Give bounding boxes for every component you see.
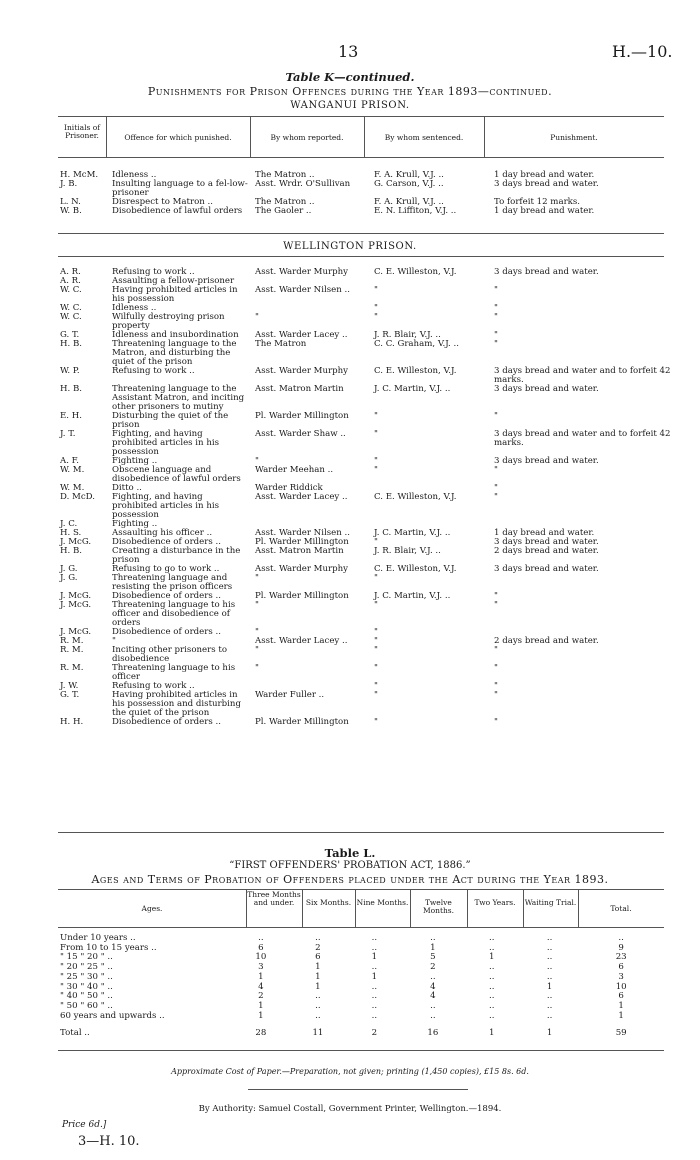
page-number: 13 [338, 42, 359, 61]
sentenced-by-cell: C. E. Willeston, V.J. [374, 564, 457, 574]
sentenced-by-cell: F. A. Krull, V.J. .. [374, 170, 444, 180]
l-header-ages: Ages. [141, 904, 163, 913]
initials-cell: W. M. [60, 483, 85, 493]
punishment-cell: " [494, 465, 498, 475]
table-row [58, 953, 664, 963]
value-cell: .. [489, 933, 495, 943]
sentenced-by-cell: C. C. Graham, V.J. .. [374, 339, 459, 349]
punishment-cell [491, 277, 677, 286]
value-cell: 2 [371, 1028, 378, 1039]
reported-by-cell: Pl. Warder Millington [255, 717, 349, 727]
punishment-cell: " [494, 483, 498, 493]
table-row [58, 718, 677, 727]
reported-by-cell: Asst. Warder Lacey .. [255, 492, 348, 502]
reported-by-cell: Asst. Warder Murphy [255, 267, 349, 277]
l-header-six: Six Months. [305, 898, 352, 907]
initials-cell: H. B. [60, 384, 83, 394]
value-cell: 2 [315, 942, 321, 953]
reported-by-cell: " [255, 645, 259, 655]
total-row [58, 1021, 664, 1039]
table-l-act: “FIRST OFFENDERS' PROBATION ACT, 1886.” [229, 860, 471, 871]
reported-by-cell: Asst. Warder Nilsen .. [255, 285, 350, 295]
table-l-title: Table L. [324, 846, 376, 860]
offence-cell: Refusing to go to work .. [112, 564, 220, 574]
reported-by-cell [252, 304, 371, 313]
value-cell: .. [546, 991, 553, 1002]
value-cell: 28 [255, 1028, 267, 1039]
sentenced-by-cell: J. C. Martin, V.J. .. [374, 384, 451, 394]
sentenced-by-cell: " [374, 690, 378, 700]
offence-cell: Ditto .. [112, 483, 142, 493]
offence-cell: Refusing to work .. [112, 366, 195, 376]
value-cell: 1 [618, 1000, 624, 1011]
value-cell: .. [546, 1010, 553, 1021]
value-cell: 4 [430, 981, 436, 992]
value-cell: 11 [312, 1028, 324, 1039]
reported-by-cell: Pl. Warder Millington [255, 537, 349, 547]
value-cell: 1 [430, 942, 436, 953]
value-cell: 6 [258, 942, 264, 953]
table-l-body [58, 934, 664, 1039]
offence-cell: Insulting language to a fel-low-prisoner [112, 179, 248, 198]
table-l-subtitle: Ages and Terms of Probation of Offenders placed under the Act during the Year 1893. [91, 873, 609, 886]
reported-by-cell: Asst. Wrdr. O'Sullivan [255, 179, 351, 189]
offence-cell: Disrespect to Matron .. [112, 197, 213, 207]
punishment-cell: " [494, 312, 498, 322]
offence-cell: Fighting, and having prohibited articles in his possession [112, 492, 220, 520]
value-cell: 4 [258, 981, 264, 992]
value-cell: .. [546, 933, 553, 943]
value-cell: 1 [315, 962, 321, 973]
offence-cell: Disobedience of orders .. [112, 627, 221, 637]
value-cell: 1 [489, 952, 495, 963]
reported-by-cell: " [255, 456, 259, 466]
age-cell: " 40 " 50 " .. [60, 991, 113, 1002]
table-row [58, 430, 677, 457]
initials-cell: H. McM. [60, 170, 99, 180]
punishment-cell: " [494, 645, 498, 655]
sentenced-by-cell: J. R. Blair, V.J. .. [374, 330, 441, 340]
authority-line: By Authority: Samuel Costall, Government Printer, Wellington.—1894. [198, 1104, 502, 1114]
punishment-cell: " [494, 303, 498, 313]
table-row [58, 286, 677, 304]
reported-by-cell: Asst. Warder Shaw .. [255, 429, 346, 439]
initials-cell: H. B. [60, 546, 83, 556]
value-cell: .. [371, 933, 378, 943]
value-cell: 6 [315, 952, 321, 963]
offence-cell: Assaulting his officer .. [112, 528, 213, 538]
table-row [58, 412, 677, 430]
sentenced-by-cell: " [374, 636, 378, 646]
value-cell: .. [546, 1000, 553, 1011]
offence-cell: Disturbing the quiet of the prison [112, 411, 229, 430]
sentenced-by-cell: C. E. Willeston, V.J. [374, 492, 457, 502]
punishment-cell: " [494, 492, 498, 502]
table-row [58, 385, 677, 412]
cost-note: Approximate Cost of Paper.—Preparation, not given; printing (1,450 copies), £15 8s. 6d. [171, 1067, 529, 1076]
table-row [58, 367, 677, 385]
value-cell: 10 [255, 952, 267, 963]
reported-by-cell: Warder Fuller .. [255, 690, 325, 700]
value-cell: 2 [430, 962, 436, 973]
sentenced-by-cell: C. E. Willeston, V.J. [374, 267, 457, 277]
header-offence: Offence for which punished. [124, 133, 232, 142]
value-cell: 1 [618, 1010, 624, 1021]
value-cell: .. [489, 962, 495, 973]
l-header-waiting: Waiting Trial. [524, 898, 577, 907]
initials-cell: J. McG. [60, 600, 92, 610]
reported-by-cell: " [255, 600, 259, 610]
wellington-heading: WELLINGTON PRISON. [283, 241, 417, 252]
value-cell: 6 [618, 962, 624, 973]
initials-cell: A. F. [60, 456, 80, 466]
punishment-cell: 3 days bread and water. [494, 537, 599, 547]
offence-cell: Fighting .. [112, 519, 158, 529]
value-cell: .. [371, 981, 378, 992]
value-cell: 6 [618, 991, 624, 1002]
table-row [58, 340, 677, 367]
table-row [58, 646, 677, 664]
punishment-cell: 1 day bread and water. [494, 528, 595, 538]
value-cell: .. [371, 1000, 378, 1011]
l-header-nine: Nine Months. [356, 898, 409, 907]
punishment-cell: " [494, 681, 498, 691]
value-cell: .. [430, 1010, 436, 1021]
initials-cell: W. C. [60, 285, 82, 295]
punishment-cell: 2 days bread and water. [494, 636, 599, 646]
value-cell: .. [546, 962, 553, 973]
sentenced-by-cell: J. C. Martin, V.J. .. [374, 591, 451, 601]
table-row [58, 180, 677, 198]
initials-cell: J. McG. [60, 591, 92, 601]
age-cell: " 15 " 20 " .. [60, 952, 113, 963]
age-cell: " 30 " 40 " .. [60, 981, 113, 992]
sentenced-by-cell: G. Carson, V.J. .. [374, 179, 444, 189]
sentenced-by-cell: " [374, 717, 378, 727]
initials-cell: W. P. [60, 366, 80, 376]
punishment-cell: " [494, 663, 498, 673]
offence-cell: Creating a disturbance in the prison [112, 546, 241, 565]
initials-cell: R. M. [60, 645, 84, 655]
age-cell: " 25 " 30 " .. [60, 971, 113, 982]
value-cell: 1 [546, 981, 553, 992]
initials-cell: J. C. [60, 519, 78, 529]
reported-by-cell: Asst. Warder Nilsen .. [255, 528, 350, 538]
initials-cell: R. M. [60, 636, 84, 646]
value-cell: 5 [430, 952, 436, 963]
sentenced-by-cell: " [374, 573, 378, 583]
sentenced-by-cell: " [374, 285, 378, 295]
initials-cell: J. W. [60, 681, 79, 691]
value-cell: .. [430, 933, 436, 943]
value-cell: .. [546, 942, 553, 953]
initials-cell: J. McG. [60, 537, 92, 547]
punishment-cell: 3 days bread and water and to forfeit 42 marks. [494, 366, 671, 385]
reported-by-cell: Pl. Warder Millington [255, 411, 349, 421]
initials-cell: H. S. [60, 528, 82, 538]
table-row [58, 664, 677, 682]
value-cell: 1 [371, 952, 378, 963]
value-cell: .. [546, 952, 553, 963]
punishment-cell: " [494, 600, 498, 610]
table-row [58, 601, 677, 628]
punishment-cell: 3 days bread and water and to forfeit 42 marks. [494, 429, 671, 448]
value-cell: 1 [258, 971, 264, 982]
initials-cell: W. C. [60, 312, 82, 322]
reported-by-cell: Asst. Warder Lacey .. [255, 330, 348, 340]
initials-cell: A. R. [60, 267, 81, 277]
initials-cell: W. B. [60, 206, 82, 216]
age-cell: " 50 " 60 " .. [60, 1000, 113, 1011]
initials-cell: G. T. [60, 690, 80, 700]
header-reported: By whom reported. [270, 133, 344, 142]
table-row [58, 944, 664, 954]
sentenced-by-cell: " [374, 627, 378, 637]
sentenced-by-cell: " [374, 411, 378, 421]
offence-cell: Disobedience of orders .. [112, 591, 221, 601]
table-row [58, 547, 677, 565]
punishment-cell: " [494, 591, 498, 601]
offence-cell: Assaulting a fellow-prisoner [112, 276, 235, 286]
reported-by-cell: Warder Meehan .. [255, 465, 334, 475]
punishment-cell: 3 days bread and water. [494, 456, 599, 466]
offence-cell: " [112, 636, 116, 646]
table-row [58, 1012, 664, 1022]
initials-cell: H. H. [60, 717, 84, 727]
reported-by-cell: Asst. Matron Martin [255, 546, 344, 556]
offence-cell: Idleness .. [112, 170, 157, 180]
sentenced-by-cell: " [374, 303, 378, 313]
value-cell: 59 [615, 1028, 627, 1039]
table-row [58, 313, 677, 331]
initials-cell: W. M. [60, 465, 85, 475]
punishment-cell: 1 day bread and water. [494, 206, 595, 216]
offence-cell: Threatening language to the Matron, and disturbing the quiet of the prison [112, 339, 237, 367]
table-row [58, 973, 664, 983]
table-row [58, 691, 677, 718]
table-row [58, 574, 677, 592]
header-sentenced: By whom sentenced. [384, 133, 464, 142]
table-row [58, 493, 677, 520]
offence-cell: Inciting other prisoners to disobedience [112, 645, 227, 664]
wanganui-table [58, 171, 677, 216]
punishment-cell: 3 days bread and water. [494, 179, 599, 189]
punishment-cell [491, 574, 677, 592]
l-header-three: Three Months and under. [247, 890, 301, 907]
sentenced-by-cell: " [374, 645, 378, 655]
punishment-cell: " [494, 339, 498, 349]
wellington-table [58, 268, 677, 727]
value-cell: 1 [489, 1028, 495, 1039]
initials-cell: R. M. [60, 663, 84, 673]
value-cell: .. [315, 933, 321, 943]
punishment-cell: 3 days bread and water. [494, 267, 599, 277]
sentenced-by-cell: " [374, 465, 378, 475]
value-cell: 3 [618, 971, 624, 982]
reported-by-cell: The Matron .. [255, 170, 315, 180]
initials-cell: E. H. [60, 411, 82, 421]
sentenced-by-cell: J. R. Blair, V.J. .. [374, 546, 441, 556]
value-cell: .. [315, 1000, 321, 1011]
offence-cell: Wilfully destroying prison property [112, 312, 225, 331]
sentenced-by-cell: " [374, 600, 378, 610]
punishment-cell: " [494, 690, 498, 700]
sentenced-by-cell: " [374, 663, 378, 673]
offence-cell: Threatening language to his officer [112, 663, 236, 682]
reported-by-cell: Asst. Warder Murphy [255, 366, 349, 376]
value-cell: .. [430, 1000, 436, 1011]
sentenced-by-cell: " [374, 681, 378, 691]
document-reference: H.—10. [612, 42, 673, 61]
value-cell: 1 [315, 981, 321, 992]
value-cell: .. [258, 933, 264, 943]
value-cell: .. [546, 971, 553, 982]
reported-by-cell: The Gaoler .. [255, 206, 312, 216]
value-cell: 4 [430, 991, 436, 1002]
punishment-cell: " [494, 411, 498, 421]
value-cell: .. [371, 962, 378, 973]
sentenced-by-cell: " [374, 456, 378, 466]
sentenced-by-cell: " [374, 312, 378, 322]
initials-cell: D. McD. [60, 492, 95, 502]
offence-cell: Threatening language and resisting the prison officers [112, 573, 233, 592]
sentenced-by-cell: E. N. Liffiton, V.J. .. [374, 206, 457, 216]
reported-by-cell: Asst. Warder Murphy [255, 564, 349, 574]
value-cell: 23 [615, 952, 627, 963]
value-cell: 1 [258, 1000, 264, 1011]
value-cell: 9 [618, 942, 624, 953]
reported-by-cell: " [255, 312, 259, 322]
reported-by-cell: Asst. Warder Lacey .. [255, 636, 348, 646]
reported-by-cell: " [255, 573, 259, 583]
price: Price 6d.] [62, 1120, 107, 1130]
initials-cell: L. N. [60, 197, 81, 207]
punishment-cell: " [494, 330, 498, 340]
offence-cell: Refusing to work .. [112, 681, 195, 691]
value-cell: 10 [615, 981, 627, 992]
sentenced-by-cell [371, 277, 491, 286]
offence-cell: Refusing to work .. [112, 267, 195, 277]
offence-cell: Fighting .. [112, 456, 158, 466]
header-initials: Initials of Prisoner. [64, 123, 100, 140]
value-cell: .. [618, 933, 624, 943]
table-row [58, 992, 664, 1002]
initials-cell: J. B. [60, 179, 78, 189]
value-cell: 1 [371, 971, 378, 982]
value-cell: .. [371, 991, 378, 1002]
age-cell: Under 10 years .. [60, 933, 136, 943]
value-cell: .. [489, 1010, 495, 1021]
value-cell: 2 [258, 991, 264, 1002]
reported-by-cell: " [255, 663, 259, 673]
table-k-title: Table K—continued. [285, 70, 415, 84]
value-cell: .. [430, 971, 436, 982]
offence-cell: Having prohibited articles in his possession [112, 285, 238, 304]
offence-cell: Idleness and insubordination [112, 330, 239, 340]
offence-cell: Having prohibited articles in his possession and disturbing the quiet of the prison [112, 690, 241, 718]
offence-cell: Obscene language and disobedience of lawful orders [112, 465, 241, 484]
l-header-two-years: Two Years. [474, 898, 516, 907]
offence-cell: Disobedience of lawful orders [112, 206, 243, 216]
punishment-cell: " [494, 285, 498, 295]
reported-by-cell: Pl. Warder Millington [255, 591, 349, 601]
offence-cell: Idleness .. [112, 303, 157, 313]
sentenced-by-cell: F. A. Krull, V.J. .. [374, 197, 444, 207]
initials-cell: J. G. [60, 573, 78, 583]
value-cell: 16 [427, 1028, 439, 1039]
value-cell: .. [489, 991, 495, 1002]
initials-cell: W. C. [60, 303, 82, 313]
document-code: 3—H. 10. [78, 1134, 140, 1149]
wanganui-heading: WANGANUI PRISON. [290, 100, 410, 111]
value-cell: .. [489, 1000, 495, 1011]
value-cell: .. [371, 1010, 378, 1021]
sentenced-by-cell: " [374, 537, 378, 547]
table-k-subtitle: Punishments for Prison Offences during the Year 1893—continued. [147, 85, 553, 98]
sentenced-by-cell: J. C. Martin, V.J. .. [374, 528, 451, 538]
punishment-cell: 1 day bread and water. [494, 170, 595, 180]
table-row [58, 466, 677, 484]
value-cell: 1 [258, 1010, 264, 1021]
sentenced-by-cell: C. E. Willeston, V.J. [374, 366, 457, 376]
punishment-cell: To forfeit 12 marks. [494, 197, 581, 207]
value-cell: .. [489, 981, 495, 992]
initials-cell: J. G. [60, 564, 78, 574]
table-row [58, 207, 677, 216]
initials-cell: G. T. [60, 330, 80, 340]
punishment-cell: 3 days bread and water. [494, 564, 599, 574]
offence-cell: Disobedience of orders .. [112, 537, 221, 547]
punishment-cell: " [494, 717, 498, 727]
offence-cell: Disobedience of orders .. [112, 717, 221, 727]
l-header-total: Total. [610, 904, 632, 913]
reported-by-cell: The Matron [255, 339, 307, 349]
value-cell: .. [371, 942, 378, 953]
offence-cell: Fighting, and having prohibited articles in his possession [112, 429, 220, 457]
age-cell: From 10 to 15 years .. [60, 942, 157, 953]
value-cell: .. [489, 971, 495, 982]
age-cell: Total .. [60, 1028, 90, 1039]
table-row [58, 963, 664, 973]
initials-cell: A. R. [60, 276, 81, 286]
reported-by-cell: Asst. Matron Martin [255, 384, 344, 394]
initials-cell: J. McG. [60, 627, 92, 637]
header-punishment: Punishment. [550, 133, 598, 142]
age-cell: 60 years and upwards .. [60, 1010, 165, 1021]
punishment-cell: 2 days bread and water. [494, 546, 599, 556]
initials-cell: J. T. [60, 429, 76, 439]
value-cell: 3 [258, 962, 264, 973]
l-header-twelve: Twelve Months. [422, 898, 455, 915]
sentenced-by-cell: " [374, 429, 378, 439]
table-row [58, 983, 664, 993]
value-cell: 1 [546, 1028, 553, 1039]
offence-cell: Threatening language to the Assistant Matron, and inciting other prisoners to mutiny [112, 384, 245, 412]
value-cell: .. [315, 991, 321, 1002]
age-cell: " 20 " 25 " .. [60, 962, 113, 973]
value-cell: .. [315, 1010, 321, 1021]
value-cell: 1 [315, 971, 321, 982]
value-cell: .. [489, 942, 495, 953]
initials-cell: H. B. [60, 339, 83, 349]
offence-cell: Threatening language to his officer and disobedience of orders [112, 600, 236, 628]
punishment-cell: 3 days bread and water. [494, 384, 599, 394]
reported-by-cell: " [255, 627, 259, 637]
reported-by-cell: The Matron .. [255, 197, 315, 207]
reported-by-cell: Warder Riddick [255, 483, 323, 493]
